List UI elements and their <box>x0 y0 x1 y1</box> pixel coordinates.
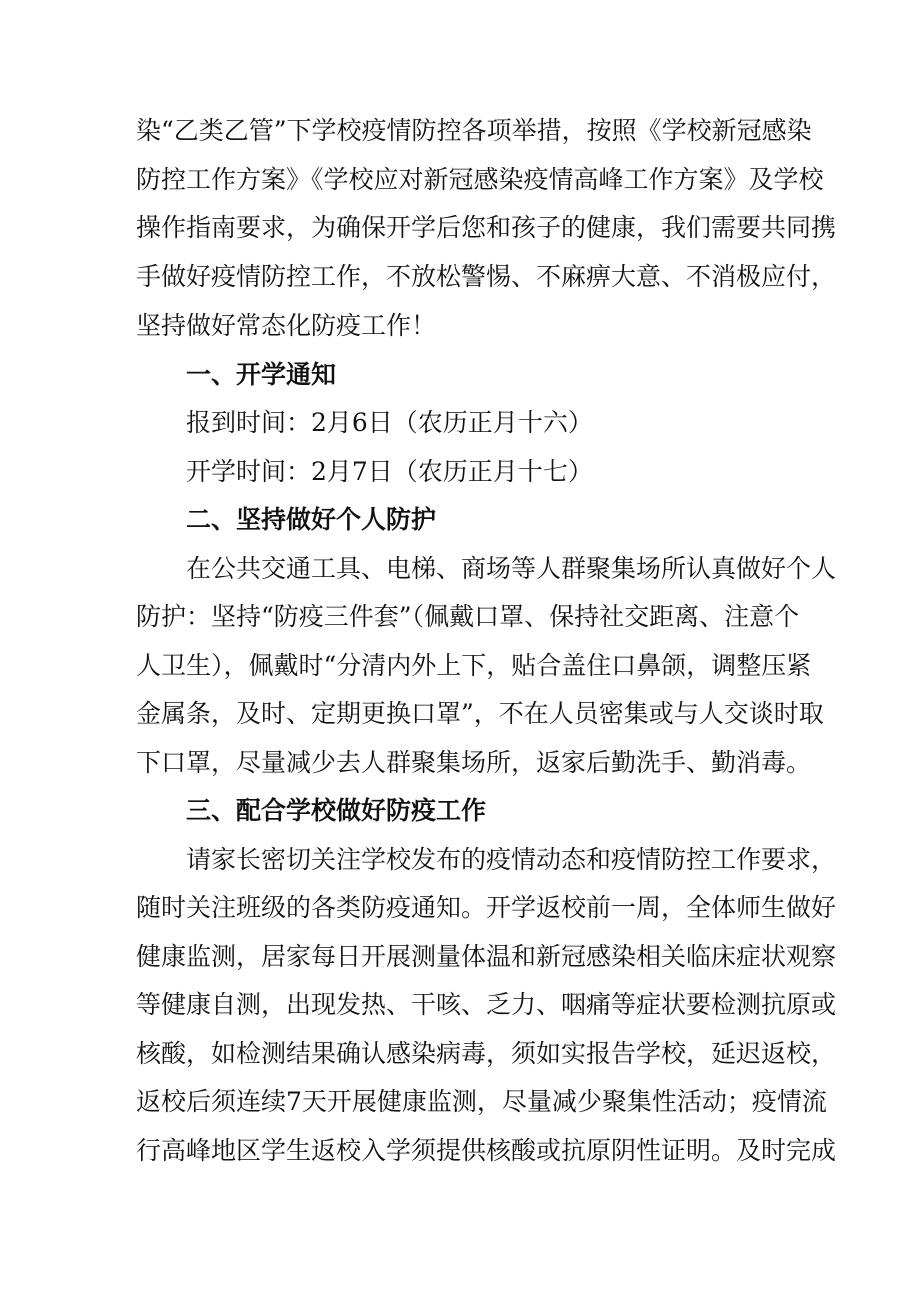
body-text-line: 下口罩，尽量减少去人群聚集场所，返家后勤洗手、勤消毒。 <box>136 748 812 777</box>
body-text-line: 手做好疫情防控工作，不放松警惕、不麻痹大意、不消极应付， <box>136 262 837 291</box>
body-text-line: 防控工作方案》《学校应对新冠感染疫情高峰工作方案》及学校 <box>136 165 824 194</box>
body-text-line: 金属条，及时、定期更换口罩”，不在人员密集或与人交谈时取 <box>136 699 824 728</box>
section-heading-notice: 一、开学通知 <box>186 360 337 389</box>
section-heading-cooperation: 三、配合学校做好防疫工作 <box>186 796 487 825</box>
body-text-line: 染“乙类乙管”下学校疫情防控各项举措，按照《学校新冠感染 <box>136 116 812 145</box>
body-text-line: 核酸，如检测结果确认感染病毒，须如实报告学校，延迟返校， <box>136 1039 837 1068</box>
body-text-line: 请家长密切关注学校发布的疫情动态和疫情防控工作要求， <box>186 845 837 874</box>
body-text-line: 等健康自测，出现发热、干咳、乏力、咽痛等症状要检测抗原或 <box>136 990 837 1019</box>
body-text-line: 操作指南要求，为确保开学后您和孩子的健康，我们需要共同携 <box>136 213 837 242</box>
body-text-line: 坚持做好常态化防疫工作！ <box>136 311 437 340</box>
body-text-line: 行高峰地区学生返校入学须提供核酸或抗原阴性证明。及时完成 <box>136 1136 837 1165</box>
body-text-line: 健康监测，居家每日开展测量体温和新冠感染相关临床症状观察 <box>136 942 837 971</box>
section-heading-protection: 二、坚持做好个人防护 <box>186 505 437 534</box>
body-text-line: 返校后须连续7天开展健康监测，尽量减少聚集性活动；疫情流 <box>136 1087 827 1116</box>
school-start-time: 开学时间：2月7日（农历正月十七） <box>186 457 593 486</box>
body-text-line: 在公共交通工具、电梯、商场等人群聚集场所认真做好个人 <box>186 554 837 583</box>
body-text-line: 人卫生），佩戴时“分清内外上下，贴合盖住口鼻颌，调整压紧 <box>136 651 812 680</box>
body-text-line: 随时关注班级的各类防疫通知。开学返校前一周，全体师生做好 <box>136 893 837 922</box>
body-text-line: 防护：坚持“防疫三件套”（佩戴口罩、保持社交距离、注意个 <box>136 602 800 631</box>
registration-time: 报到时间：2月6日（农历正月十六） <box>186 408 593 437</box>
